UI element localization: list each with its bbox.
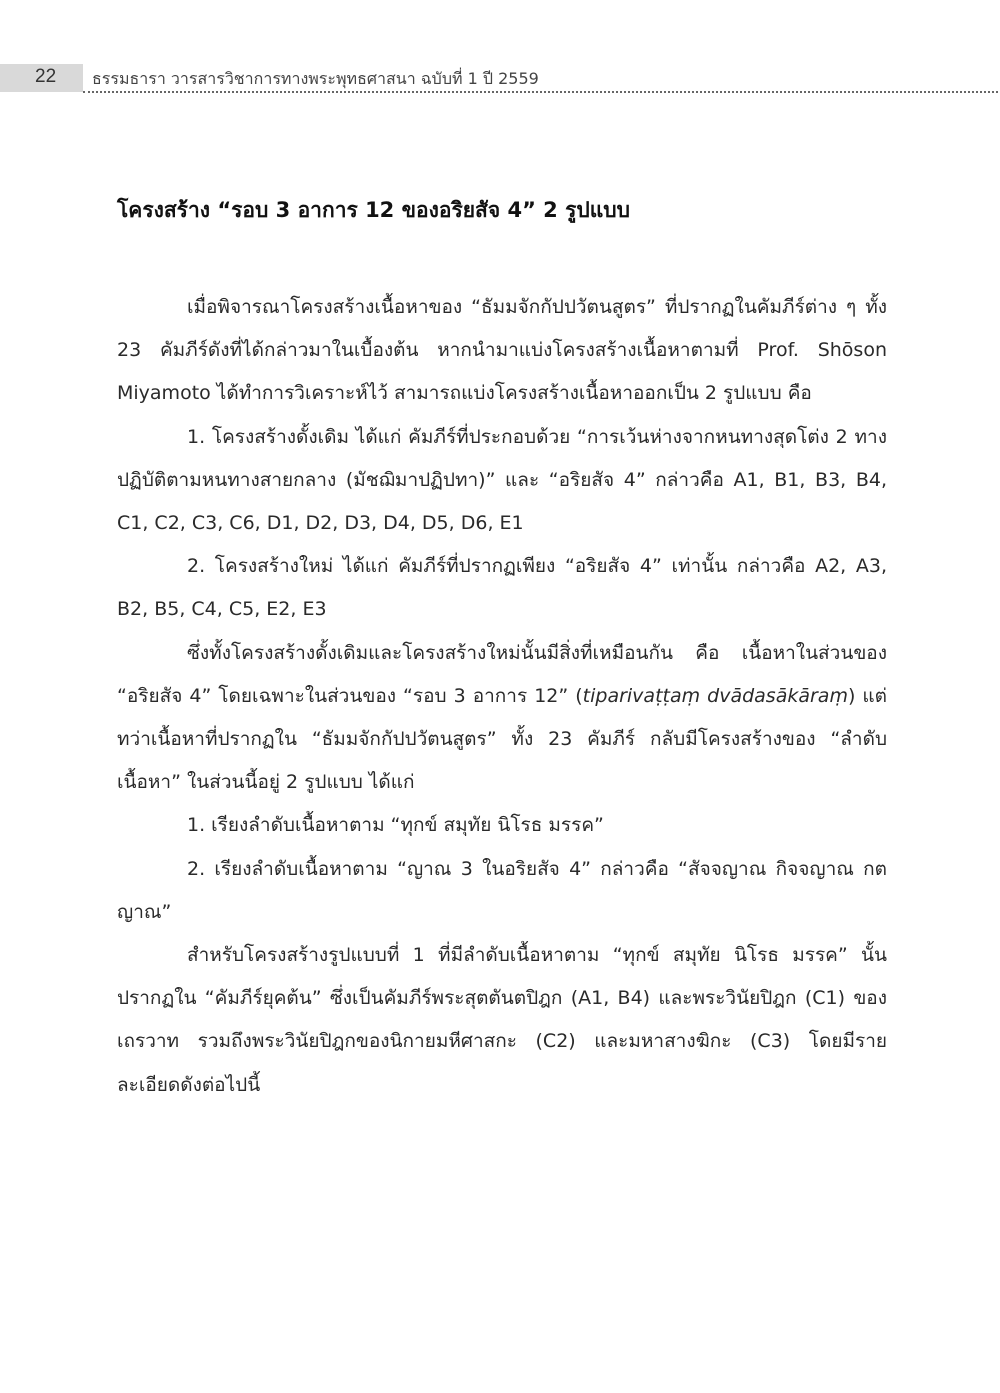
pali-term: tiparivaṭṭaṃ dvādasākāraṃ — [582, 684, 848, 707]
page-header — [0, 58, 1000, 94]
paragraph-order-1: 1. เรียงลำดับเนื้อหาตาม “ทุกข์ สมุทัย นิโรธ มรรค” — [187, 814, 604, 837]
header-dotted-rule — [83, 91, 998, 93]
paragraph-order-2: 2. เรียงลำดับเนื้อหาตาม “ญาณ 3 ในอริยสัจ 4” กล่าวคือ “สัจจญาณ กิจจญาณ กตญาณ” — [117, 857, 887, 923]
running-title: ธรรมธารา วารสารวิชาการทางพระพุทธศาสนา ฉบับที่ 1 ปี 2559 — [92, 69, 539, 88]
paragraph-details: สำหรับโครงสร้างรูปแบบที่ 1 ที่มีลำดับเนื้อหาตาม “ทุกข์ สมุทัย นิโรธ มรรค” นั้น ปรากฏใน “คัมภีร์ยุคต้น” ซึ่งเป็นคัมภีร์พระสุตตันตปิฎก (A1, B4) และพระวินัยปิฎก (C1) ของเถรวาท รวมถึงพระวินัยปิฎกของนิกายมหีศาสกะ (C2) และมหาสางฆิกะ (C3) โดยมีรายละเอียดดังต่อไปนี้ — [117, 944, 887, 1096]
page-number: 22 — [35, 66, 57, 87]
paragraph-common-content-part2: ) แต่ทว่าเนื้อหาที่ปรากฏใน “ธัมมจักกัปปวัตนสูตร” ทั้ง 23 คัมภีร์ กลับมีโครงสร้างของ “ลำดับเนื้อหา” ในส่วนนี้อยู่ 2 รูปแบบ ได้แก่ — [117, 684, 887, 794]
paragraph-original-structure: 1. โครงสร้างดั้งเดิม ได้แก่ คัมภีร์ที่ประกอบด้วย “การเว้นห่างจากหนทางสุดโต่ง 2 ทาง ปฏิบัติตามหนทางสายกลาง (มัชฌิมาปฏิปทา)” และ “อริยสัจ 4” กล่าวคือ A1, B1, B3, B4, C1, C2, C3, C6, D1, D2, D3, D4, D5, D6, E1 — [117, 425, 888, 535]
section-heading: โครงสร้าง “รอบ 3 อาการ 12 ของอริยสัจ 4” 2 รูปแบบ — [117, 198, 630, 222]
main-content — [117, 188, 887, 1107]
paragraph-common-content-part1: ซึ่งทั้งโครงสร้างดั้งเดิมและโครงสร้างใหม่นั้นมีสิ่งที่เหมือนกัน คือ เนื้อหาในส่วนของ “อริยสัจ 4” โดยเฉพาะในส่วนของ “รอบ 3 อาการ 12” ( — [117, 641, 887, 707]
paragraph-new-structure: 2. โครงสร้างใหม่ ได้แก่ คัมภีร์ที่ปรากฏเพียง “อริยสัจ 4” เท่านั้น กล่าวคือ A2, A3, B2, B5, C4, C5, E2, E3 — [117, 555, 887, 621]
paragraph-common-content — [117, 632, 887, 805]
paragraph-intro: เมื่อพิจารณาโครงสร้างเนื้อหาของ “ธัมมจักกัปปวัตนสูตร” ที่ปรากฏในคัมภีร์ต่าง ๆ ทั้ง 23 คัมภีร์ดังที่ได้กล่าวมาในเบื้องต้น หากนำมาแบ่งโครงสร้างเนื้อหาตามที่ Prof. Shōson Miyamoto ได้ทำการวิเคราะห์ไว้ สามารถแบ่งโครงสร้างเนื้อหาออกเป็น 2 รูปแบบ คือ — [117, 296, 887, 405]
